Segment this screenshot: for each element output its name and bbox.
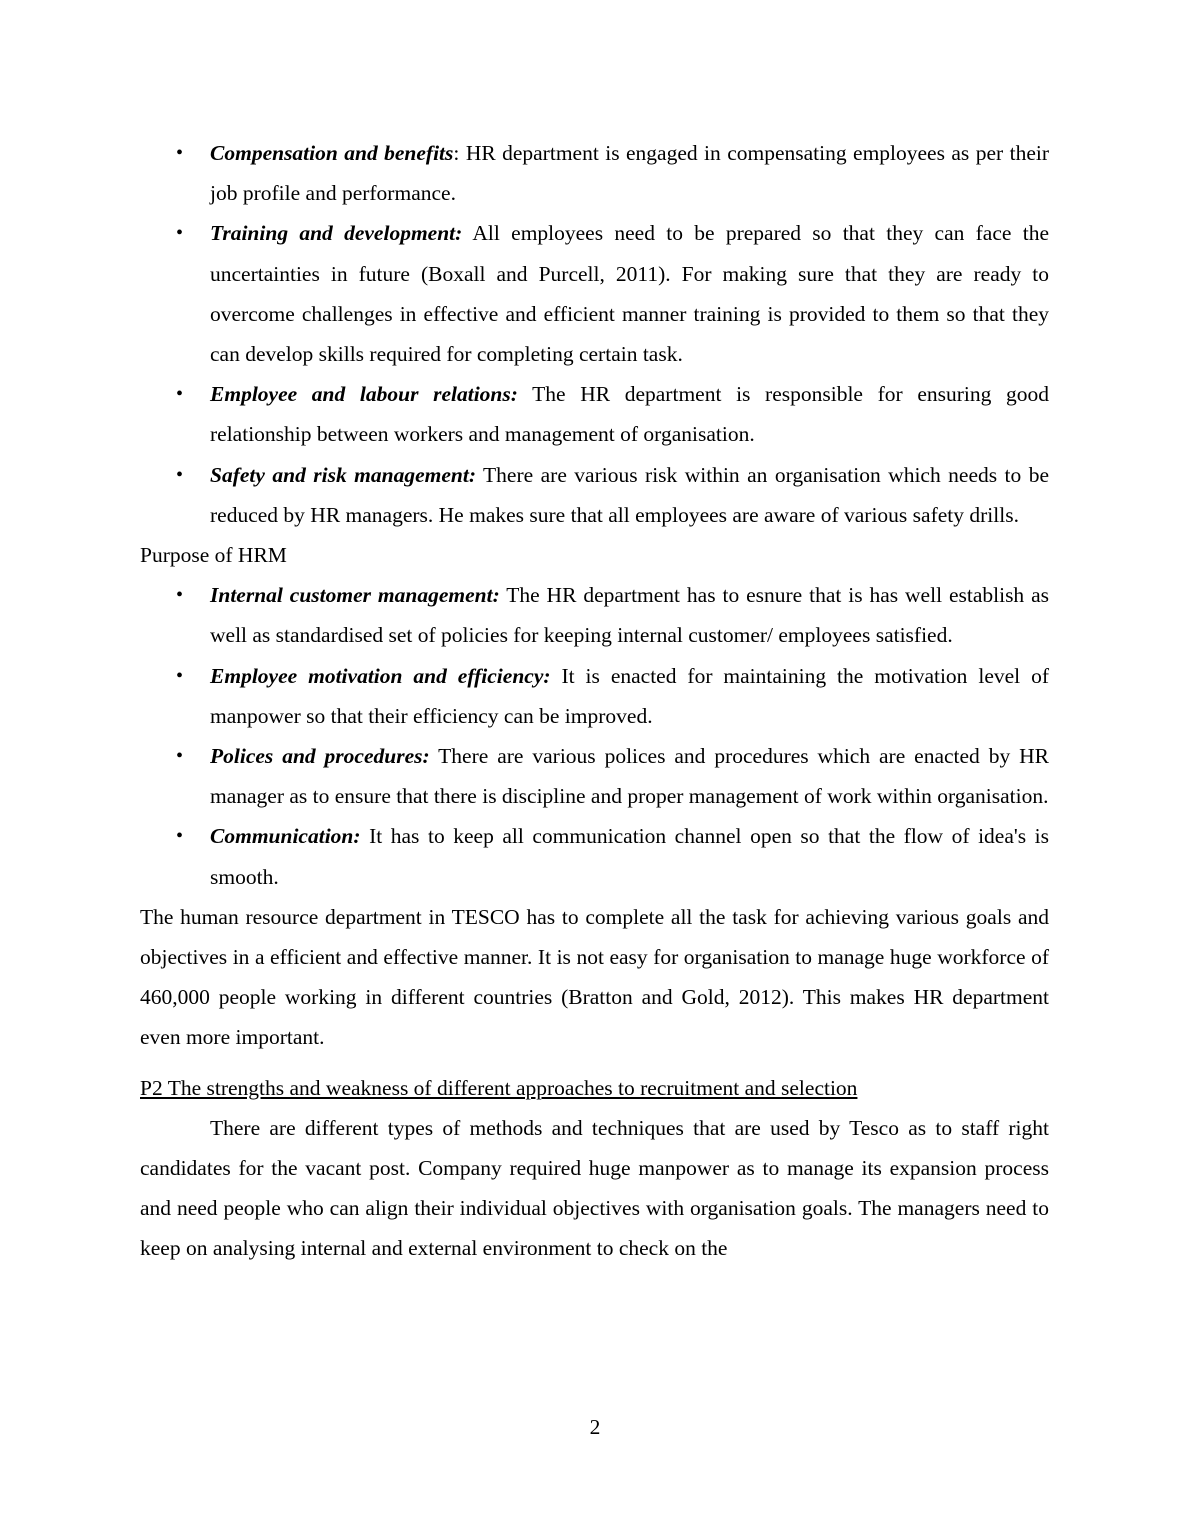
list-item-term: Polices and procedures: xyxy=(210,744,430,769)
list-item xyxy=(140,575,1049,655)
list-item xyxy=(140,213,1049,374)
list-item xyxy=(140,374,1049,454)
list-item-text: All employees need to be prepared so that they can face the uncertainties in future (Boxall and Purcell, 2011). For making sure that they are ready to overcome challenges in effective and efficient manner training is provided to them so that they can develop skills required for completing certain task. xyxy=(210,221,1049,367)
list-item-text: There are various polices and procedures which are enacted by HR manager as to ensure that there is discipline and proper management of work within organisation. xyxy=(210,744,1049,809)
hr-purpose-list xyxy=(140,575,1049,897)
bullet-icon: • xyxy=(176,825,184,848)
section-paragraph: There are different types of methods and techniques that are used by Tesco as to staff right candidates for the vacant post. Company required huge manpower as to manage its expansion process and need people who can align their individual objectives with organisation goals. The managers need to keep on analysing internal and external environment to check on the xyxy=(140,1115,1049,1261)
list-item-text: The HR department is responsible for ensuring good relationship between workers and management of organisation. xyxy=(210,382,1049,447)
list-item xyxy=(140,455,1049,535)
bullet-icon: • xyxy=(176,222,184,245)
summary-paragraph: The human resource department in TESCO has to complete all the task for achieving various goals and objectives in a efficient and effective manner. It is not easy for organisation to manage huge workforce of 460,000 people working in different countries (Bratton and Gold, 2012). This makes HR department even more important. xyxy=(140,904,1049,1050)
list-item xyxy=(140,736,1049,816)
list-item-term: Employee motivation and efficiency: xyxy=(210,663,551,688)
list-item-term: Communication: xyxy=(210,824,361,849)
section-heading: P2 The strengths and weakness of different approaches to recruitment and selection xyxy=(140,1075,858,1100)
bullet-icon: • xyxy=(176,463,184,486)
purpose-heading: Purpose of HRM xyxy=(140,543,287,568)
list-item xyxy=(140,133,1049,213)
list-item-term: Training and development: xyxy=(210,221,463,246)
list-item-term: Compensation and benefits xyxy=(210,141,454,165)
list-item xyxy=(140,656,1049,736)
list-item-term: Safety and risk management: xyxy=(210,462,476,487)
bullet-icon: • xyxy=(176,383,184,406)
bullet-icon: • xyxy=(176,584,184,607)
list-item-text: It is enacted for maintaining the motivation level of manpower so that their efficiency can be improved. xyxy=(210,663,1049,728)
list-item-text: The HR department has to esnure that is has well establish as well as standardised set of policies for keeping internal customer/ employees satisfied. xyxy=(210,583,1049,648)
page-content xyxy=(140,133,1049,1269)
bullet-icon: • xyxy=(176,664,184,687)
bullet-icon: • xyxy=(176,745,184,768)
hr-functions-list xyxy=(140,133,1049,535)
list-item-term: Internal customer management: xyxy=(210,583,500,608)
list-item-term: Employee and labour relations: xyxy=(210,382,518,407)
page-number: 2 xyxy=(589,1415,601,1439)
list-item-text: There are various risk within an organisation which needs to be reduced by HR managers. He makes sure that all employees are aware of various safety drills. xyxy=(210,462,1049,527)
bullet-icon: • xyxy=(176,142,184,164)
list-item xyxy=(140,816,1049,896)
list-item-text: It has to keep all communication channel open so that the flow of idea's is smooth. xyxy=(210,824,1049,889)
list-item-text: HR department is engaged in compensating employees as per their job profile and performance. xyxy=(210,141,1049,206)
list-item-separator: : xyxy=(453,141,460,165)
